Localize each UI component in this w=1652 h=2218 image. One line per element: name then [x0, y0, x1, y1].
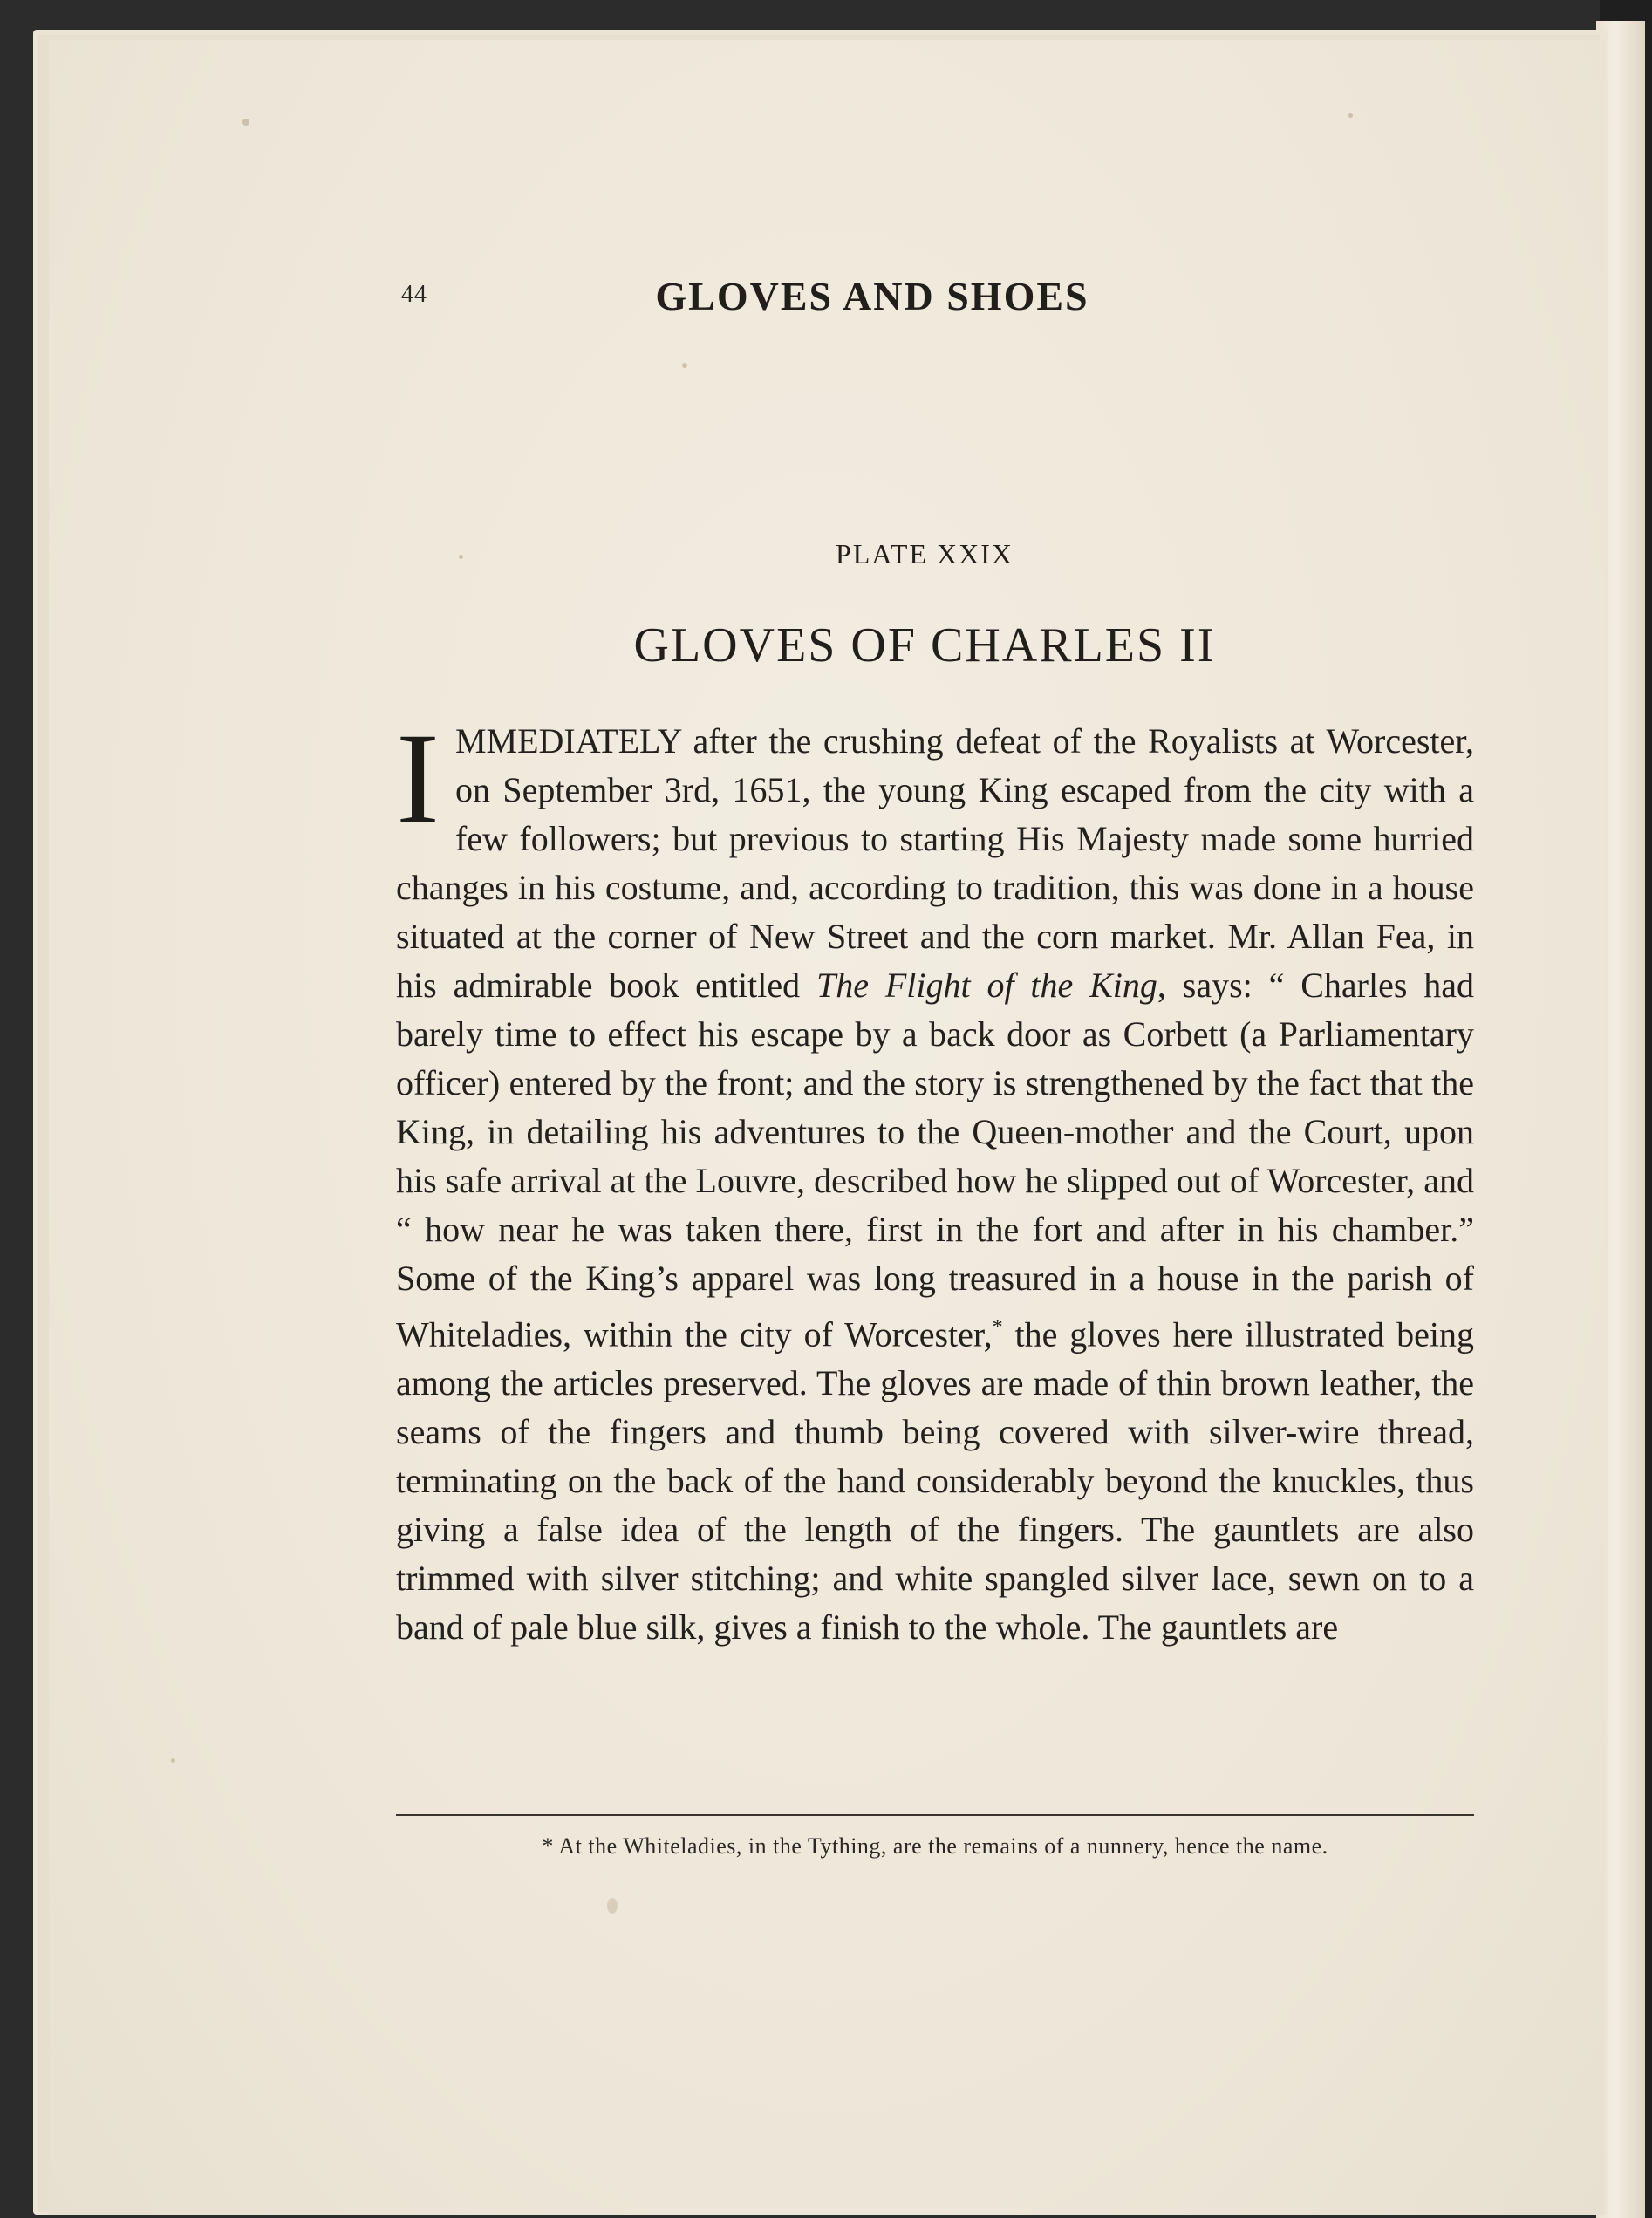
paper-speck [682, 363, 687, 368]
body-text-lead: MMEDIATELY after the crushing defeat of the Royalists at Worcester, on September 3rd, 1651, the young King escaped from the city with a few followers; but previous to starting His Majesty made some hurried changes in his costume, and, according to tradition, this was done in a house situated at the corner of New Street and the corn market. Mr. Allan Fea, in his admirable book entitled [396, 721, 1474, 1005]
plate-label: PLATE XXIX [836, 538, 1014, 570]
paper-speck [459, 555, 463, 559]
section-title: GLOVES OF CHARLES II [633, 618, 1216, 672]
book-title: The Flight of the King [816, 966, 1157, 1005]
body-paragraph [396, 706, 1475, 1652]
body-text-middle: , says: “ Charles had barely time to effect his escape by a back door as Corbett (a Parliamentary officer) entered by the front; and the story is strengthened by the fact that the King, in detailing his adventures to the Queen-mother and the Court, upon his safe arrival at the Louvre, described how he slipped out of Worcester, and “ how near he was taken there, first in the fort and after in his chamber.” Some of the King’s apparel was long treasured in a house in the parish of Whiteladies, within the city of Worcester, [396, 966, 1475, 1355]
footnote-rule [396, 1814, 1474, 1816]
paper-speck [171, 1758, 175, 1763]
drop-cap: I [396, 706, 440, 851]
footnote: * At the Whiteladies, in the Tything, are the remains of a nunnery, hence the name. [542, 1833, 1328, 1859]
footnote-marker: * [992, 1316, 1003, 1339]
body-text-tail: the gloves here illustrated being among the articles preserved. The gloves are made of thin brown leather, the seams of the fingers and thumb being covered with silver-wire thread, terminating on the back of the hand considerably beyond the knuckles, thus giving a false idea of the length of the fingers. The gauntlets are also trimmed with silver stitching; and white spangled silver lace, sewn on to a band of pale blue silk, gives a finish to the whole. The gauntlets are [396, 1314, 1474, 1648]
paper-speck [1348, 113, 1353, 118]
paper-speck [607, 1898, 618, 1914]
page-number: 44 [401, 281, 427, 308]
paper-speck [242, 119, 249, 126]
running-head: GLOVES AND SHOES [655, 274, 1089, 318]
